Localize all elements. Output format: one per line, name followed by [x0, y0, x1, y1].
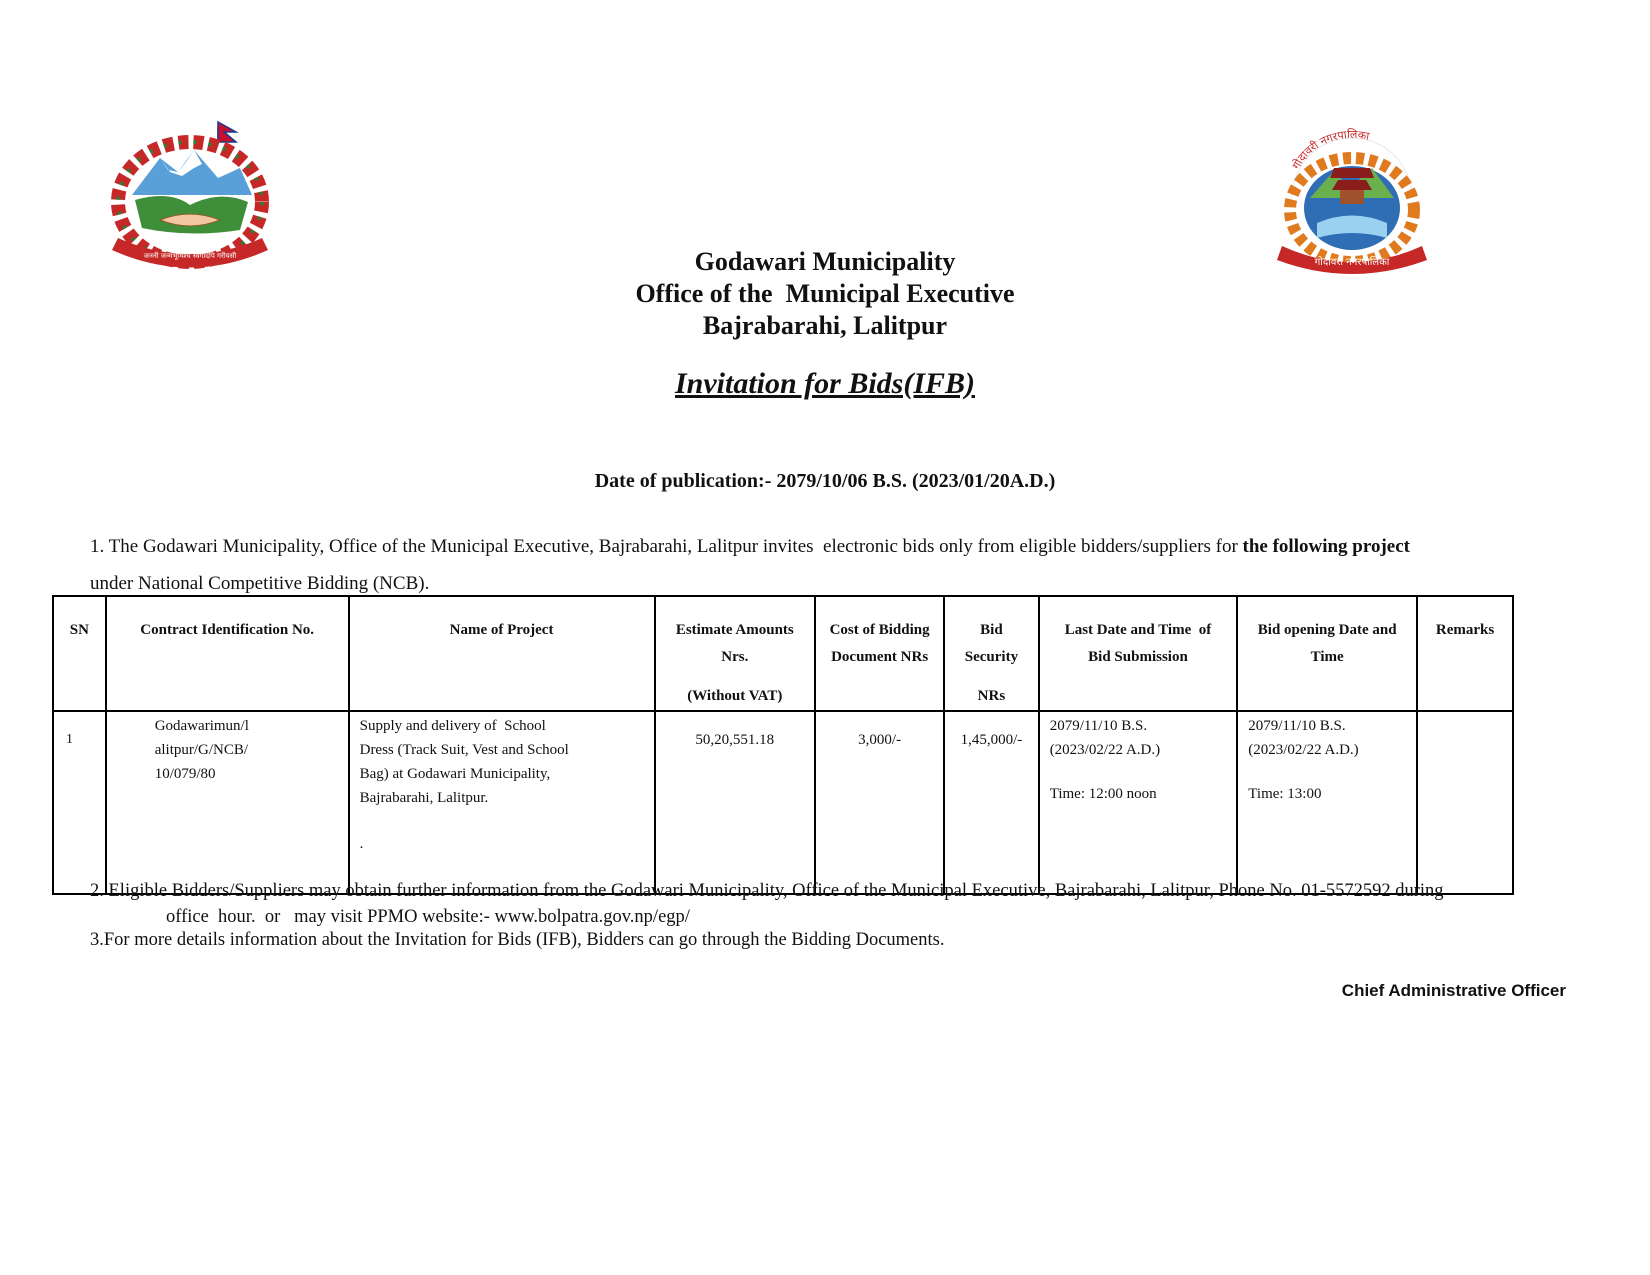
project-line1: Supply and delivery of School: [359, 718, 546, 734]
org-name: Godawari Municipality: [694, 247, 956, 276]
project-line5: .: [359, 836, 364, 852]
header-remarks: Remarks: [1417, 596, 1513, 711]
table-row: [53, 711, 1513, 894]
cell-contract-id: [106, 711, 349, 894]
cell-estimate: 50,20,551.18: [655, 711, 816, 894]
logo-top-text: गोदावरी नगरपालिका: [1289, 128, 1371, 172]
header-security-line3: NRs: [977, 688, 1006, 704]
header-estimate: [655, 596, 816, 711]
paragraph-1-continuation: under National Competitive Bidding (NCB).: [90, 573, 430, 594]
page-title: Invitation for Bids(IFB): [674, 367, 976, 400]
office-location: Bajrabarahi, Lalitpur: [702, 311, 948, 340]
signer-title: Chief Administrative Officer: [1341, 981, 1566, 1000]
header-estimate-line1: Estimate Amounts: [675, 622, 794, 638]
header-last-date-line1: Last Date and Time of: [1064, 622, 1212, 638]
paragraph-1-bold: the following project: [1242, 536, 1410, 557]
paragraph-2-line2: office hour. or may visit PPMO website:- www.bolpatra.gov.np/egp/: [166, 907, 690, 927]
open-date-line1: 2079/11/10 B.S.: [1248, 718, 1346, 734]
project-line2: Dress (Track Suit, Vest and School: [359, 742, 569, 758]
cell-bid-security: 1,45,000/-: [944, 711, 1039, 894]
flag-icon: [218, 122, 236, 142]
logo-bottom-text: गोदावरी नगरपालिका: [1314, 257, 1390, 268]
paragraph-3: 3.For more details information about the Invitation for Bids (IFB), Bidders can go through the Bidding Documents.: [90, 930, 945, 950]
document-header: [0, 246, 1650, 342]
header-sn: SN: [53, 596, 106, 711]
header-cost-line1: Cost of Bidding: [829, 622, 930, 638]
contract-id-line1: Godawarimun/l: [154, 718, 249, 734]
cell-opening-date: [1237, 711, 1417, 894]
header-bid-security: [944, 596, 1039, 711]
header-opening-date: [1237, 596, 1417, 711]
header-last-date-line2: Bid Submission: [1088, 649, 1188, 665]
header-cost-line2: Document NRs: [831, 649, 929, 665]
bid-table: [52, 595, 1514, 895]
paragraph-1-text: 1. The Godawari Municipality, Office of the Municipal Executive, Bajrabarahi, Lalitpur invites electronic bids only from eligible bidders/suppliers for: [90, 536, 1243, 557]
header-security-line1: Bid: [980, 622, 1003, 638]
open-time: Time: 13:00: [1248, 786, 1322, 802]
paragraph-1: [90, 528, 1570, 602]
header-opening-line2: Time: [1310, 649, 1344, 665]
last-time: Time: 12:00 noon: [1049, 786, 1157, 802]
cell-remarks: [1417, 711, 1513, 894]
header-estimate-line2: Nrs.: [721, 649, 749, 665]
header-security-line2: Security: [964, 649, 1019, 665]
office-name: Office of the Municipal Executive: [635, 279, 1015, 308]
header-cost: [815, 596, 944, 711]
project-line3: Bag) at Godawari Municipality,: [359, 766, 551, 782]
cell-project-name: [349, 711, 655, 894]
header-opening-line1: Bid opening Date and: [1257, 622, 1397, 638]
cell-cost: 3,000/-: [815, 711, 944, 894]
paragraph-2: [90, 878, 1570, 930]
table-header-row: [53, 596, 1513, 711]
header-contract-id: Contract Identification No.: [106, 596, 349, 711]
publication-date: Date of publication:- 2079/10/06 B.S. (2023/01/20A.D.): [594, 470, 1056, 492]
cell-sn: 1: [53, 711, 106, 894]
open-date-line2: (2023/02/22 A.D.): [1248, 742, 1359, 758]
header-last-date: [1039, 596, 1238, 711]
project-line4: Bajrabarahi, Lalitpur.: [359, 790, 489, 806]
last-date-line1: 2079/11/10 B.S.: [1049, 718, 1148, 734]
last-date-line2: (2023/02/22 A.D.): [1049, 742, 1161, 758]
paragraph-2-line1: 2. Eligible Bidders/Suppliers may obtain further information from the Godawari Municipality, Office of the Municipal Executive, Bajrabarahi, Lalitpur, Phone No. 01-5572592 during: [90, 881, 1444, 901]
header-estimate-line3: (Without VAT): [687, 688, 783, 704]
header-project-name: Name of Project: [349, 596, 655, 711]
emblem-motto: जननी जन्मभूमिश्च स्वर्गादपि गरीयसी: [143, 252, 237, 260]
contract-id-line3: 10/079/80: [154, 766, 216, 782]
contract-id-line2: alitpur/G/NCB/: [154, 742, 249, 758]
cell-last-date: [1039, 711, 1238, 894]
